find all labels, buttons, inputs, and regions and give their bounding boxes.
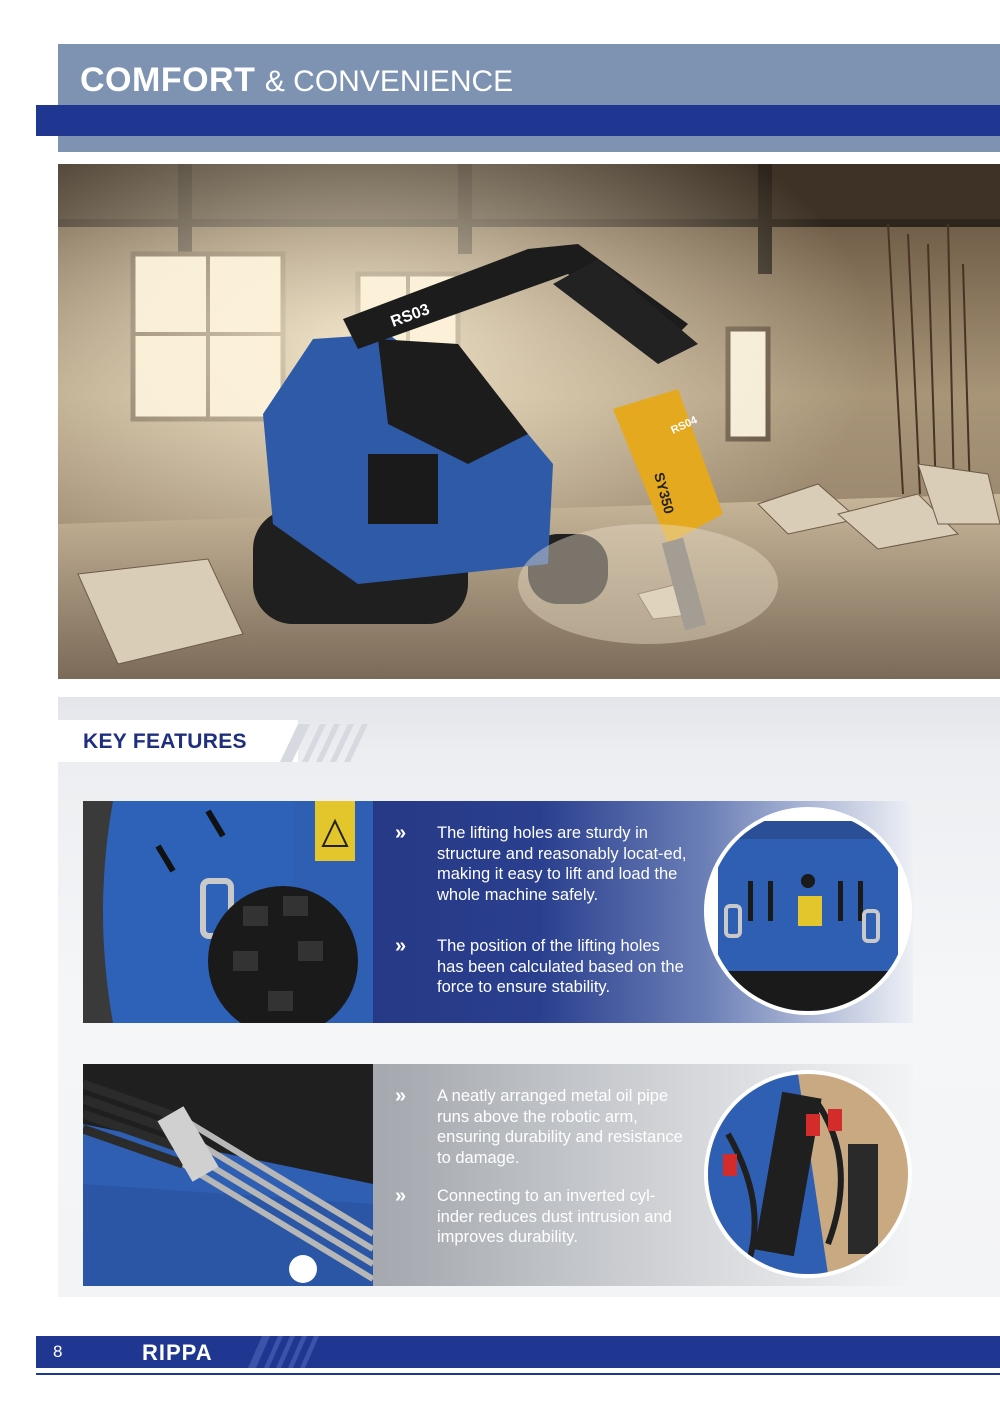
stripes-decoration [280,722,380,762]
page-title-bold: COMFORT [80,61,256,99]
double-chevron-icon: » [395,1085,404,1107]
double-chevron-icon: » [395,822,404,844]
bullet-text: The lifting holes are sturdy in structure and reasonably locat-ed, making it easy to lift and load the whole machine safely. [437,824,687,904]
boom-label: RS03 [388,301,432,331]
hammer-model-label: SY350 [651,470,678,516]
page-number: 8 [53,1342,63,1361]
oil-pipe-photo [83,1064,373,1286]
bullet-text: Connecting to an inverted cyl-inder reduces dust intrusion and improves durability. [437,1187,672,1246]
feature-row-lifting-holes [83,801,913,1023]
inverted-cylinder-detail-photo [704,1070,912,1278]
key-features-title: KEY FEATURES [83,730,247,753]
footer-stripes-decoration [248,1336,328,1368]
bullet-text: The position of the lifting holes has been calculated based on the force to ensure stability. [437,937,684,996]
bullet-text: A neatly arranged metal oil pipe runs above the robotic arm, ensuring durability and resistance to damage. [437,1087,683,1167]
lifting-hole-detail-photo [704,807,912,1015]
lifting-hole-photo [83,801,373,1023]
hero-photo [58,164,1000,679]
feature-row-oil-pipe [83,1064,913,1286]
header-navy-band [36,105,1000,136]
double-chevron-icon: » [395,1185,404,1207]
double-chevron-icon: » [395,935,404,957]
footer-rule [36,1373,1000,1375]
brand-logo: RIPPA [142,1340,213,1365]
page-title [80,60,513,102]
hammer-label: RS04 [669,414,700,437]
page-title-rest: & CONVENIENCE [264,65,514,98]
